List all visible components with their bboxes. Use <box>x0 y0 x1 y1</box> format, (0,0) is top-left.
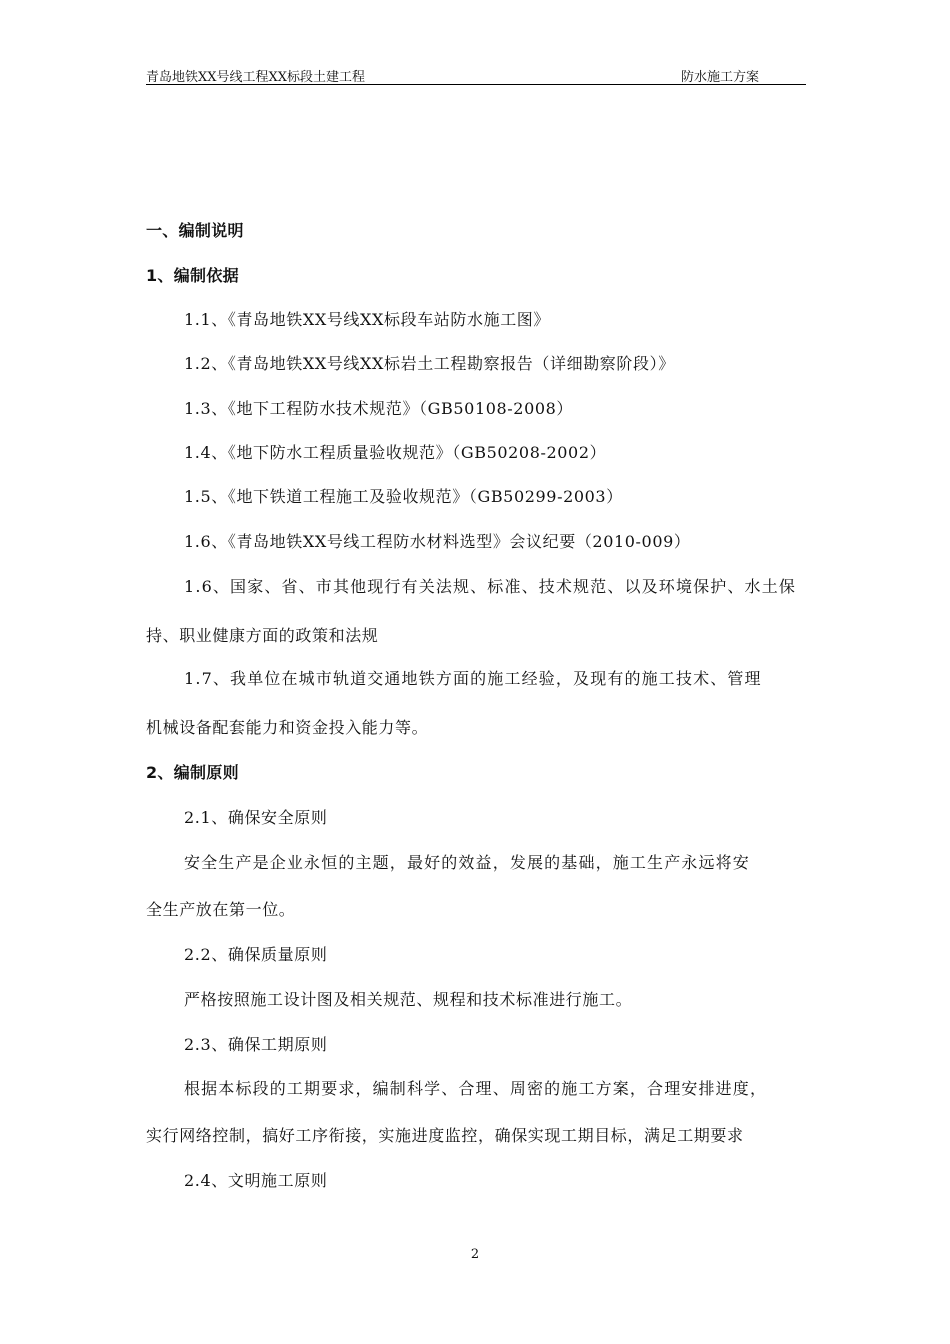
basis-item-6: 1.6、《青岛地铁XX号线工程防水材料选型》会议纪要（2010-009） <box>184 532 691 551</box>
principle-schedule-title: 2.3、确保工期原则 <box>184 1035 328 1054</box>
page-number: 2 <box>470 1247 480 1262</box>
basis-item-7-line2: 机械设备配套能力和资金投入能力等。 <box>146 718 429 737</box>
section-title: 一、编制说明 <box>146 221 244 240</box>
principle-schedule-line2: 实行网络控制，搞好工序衔接，实施进度监控，确保实现工期目标，满足工期要求 <box>146 1126 744 1145</box>
basis-item-5: 1.5、《地下铁道工程施工及验收规范》（GB50299-2003） <box>184 487 623 506</box>
basis-item-2: 1.2、《青岛地铁XX号线XX标岩土工程勘察报告（详细勘察阶段）》 <box>184 354 675 373</box>
basis-item-1: 1.1、《青岛地铁XX号线XX标段车站防水施工图》 <box>184 310 551 329</box>
basis-item-7-line1: 1.7、我单位在城市轨道交通地铁方面的施工经验，及现有的施工技术、管理 <box>184 669 762 688</box>
principle-safety-line1: 安全生产是企业永恒的主题，最好的效益，发展的基础，施工生产永远将安 <box>184 853 750 872</box>
header-project-title: 青岛地铁XX号线工程XX标段土建工程 <box>146 70 366 85</box>
principle-quality-line1: 严格按照施工设计图及相关规范、规程和技术标准进行施工。 <box>184 990 633 1009</box>
basis-item-6b-line1: 1.6、国家、省、市其他现行有关法规、标准、技术规范、以及环境保护、水土保 <box>184 577 796 596</box>
basis-heading: 1、编制依据 <box>146 266 239 285</box>
principle-heading: 2、编制原则 <box>146 763 239 782</box>
header-doc-title: 防水施工方案 <box>680 70 759 85</box>
basis-item-4: 1.4、《地下防水工程质量验收规范》（GB50208-2002） <box>184 443 607 462</box>
principle-schedule-line1: 根据本标段的工期要求，编制科学、合理、周密的施工方案，合理安排进度， <box>184 1079 768 1098</box>
basis-item-3: 1.3、《地下工程防水技术规范》（GB50108-2008） <box>184 399 574 418</box>
principle-safety-title: 2.1、确保安全原则 <box>184 808 328 827</box>
principle-safety-line2: 全生产放在第一位。 <box>146 900 296 919</box>
page-header <box>146 64 806 85</box>
principle-civilized-title: 2.4、文明施工原则 <box>184 1171 328 1190</box>
basis-item-6b-line2: 持、职业健康方面的政策和法规 <box>146 626 379 645</box>
principle-quality-title: 2.2、确保质量原则 <box>184 945 328 964</box>
